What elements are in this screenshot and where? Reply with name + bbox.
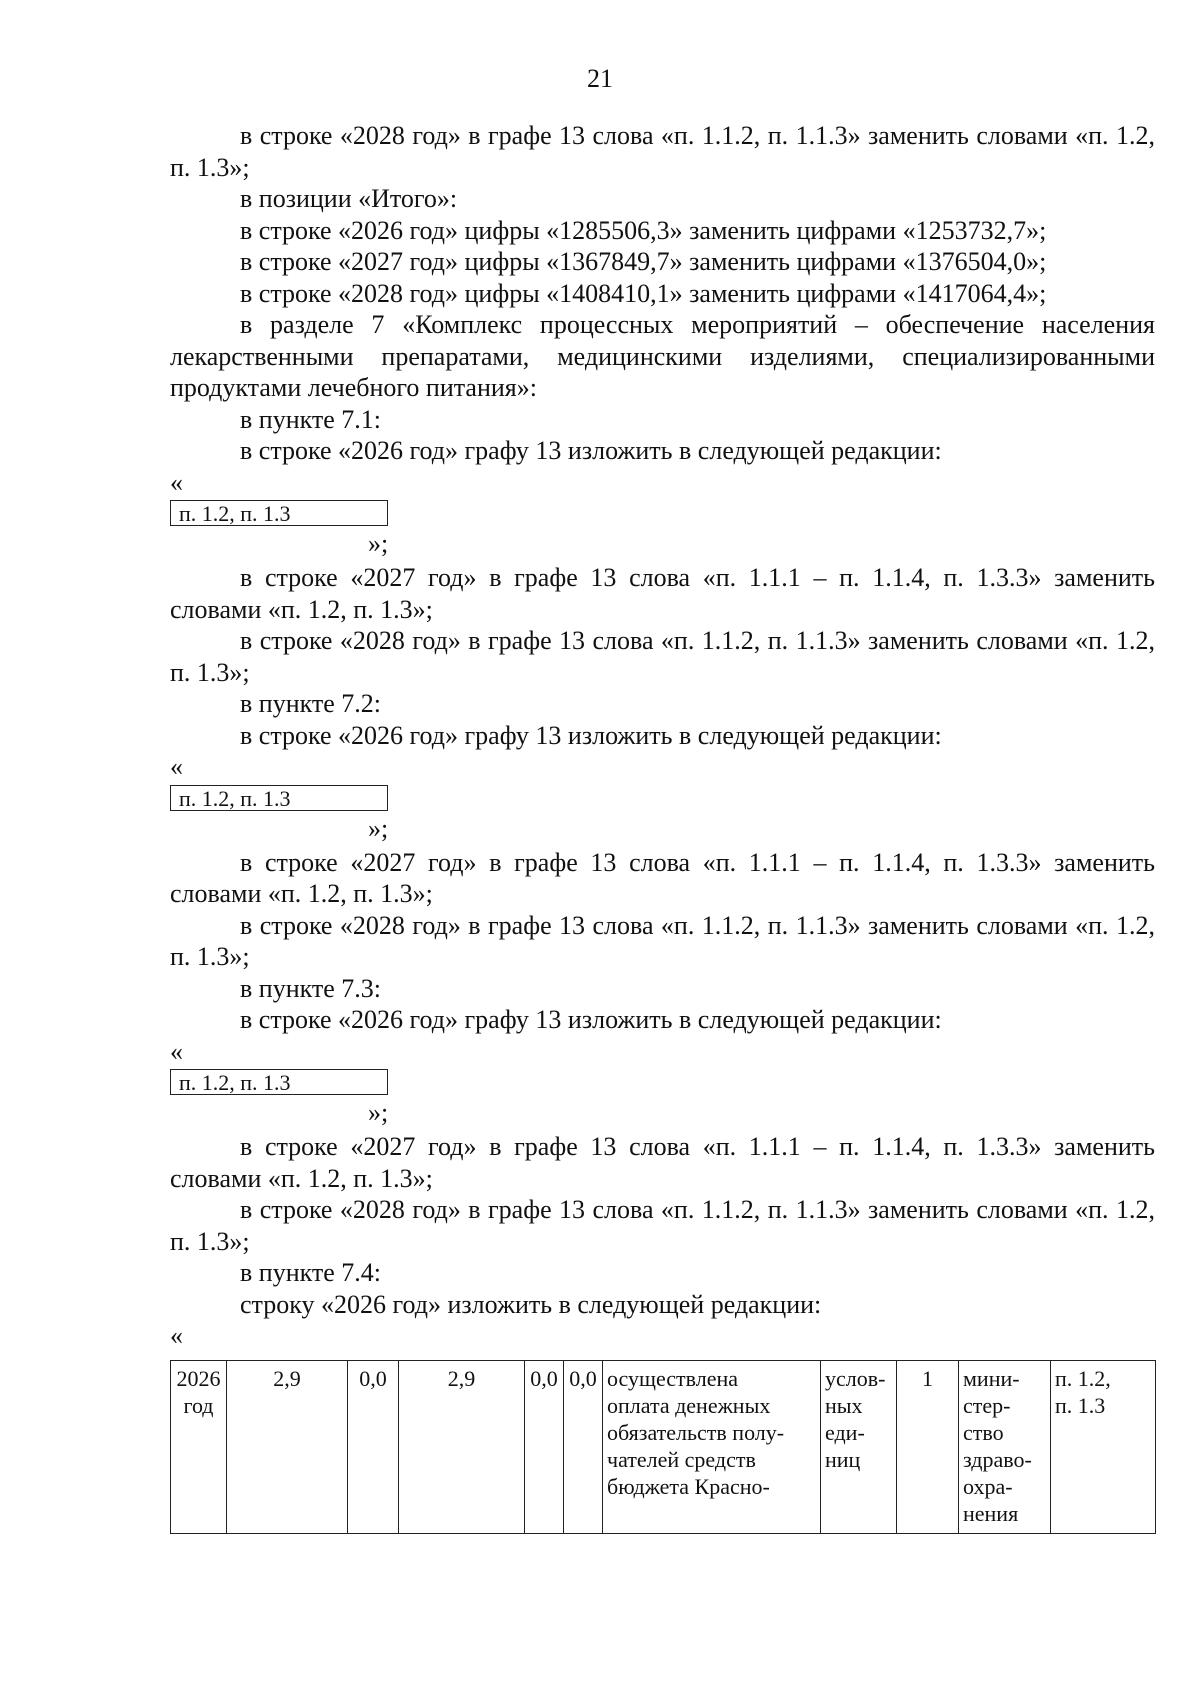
paragraph: в пункте 7.1: bbox=[240, 404, 382, 434]
paragraph: в позиции «Итого»: bbox=[240, 184, 458, 213]
cell-responsible: мини- стер- ство здраво- охра- нения bbox=[959, 1360, 1051, 1533]
paragraph: в пункте 7.3: bbox=[240, 973, 382, 1003]
document-body bbox=[170, 120, 1155, 1534]
paragraph: в пункте 7.2: bbox=[240, 689, 382, 718]
paragraph: в строке «2026 год» цифры «1285506,3» заменить цифрами «1253732,7»; bbox=[240, 215, 1047, 245]
cell-value-1: 2,9 bbox=[227, 1360, 348, 1533]
replacement-cell: п. 1.2, п. 1.3 bbox=[170, 785, 388, 811]
cell-year: 2026 год bbox=[171, 1360, 227, 1533]
cell-unit: услов- ных еди- ниц bbox=[821, 1360, 897, 1533]
paragraph: в строке «2027 год» цифры «1367849,7» заменить цифрами «1376504,0»; bbox=[240, 247, 1047, 276]
paragraph: в строке «2027 год» в графе 13 слова «п. 1.1.1 – п. 1.1.4, п. 1.3.3» заменить словами «п. 1.2, п. 1.3»; bbox=[170, 1132, 1155, 1193]
paragraph: в строке «2026 год» графу 13 изложить в следующей редакции: bbox=[240, 436, 942, 465]
quote-open: « bbox=[170, 467, 183, 497]
cell-value-2: 0,0 bbox=[348, 1360, 399, 1533]
paragraph: в строке «2028 год» в графе 13 слова «п. 1.1.2, п. 1.1.3» заменить словами «п. 1.2, п. 1.3»; bbox=[170, 121, 1155, 182]
replacement-cell: п. 1.2, п. 1.3 bbox=[170, 1069, 388, 1095]
paragraph: в строке «2028 год» в графе 13 слова «п. 1.1.2, п. 1.1.3» заменить словами «п. 1.2, п. 1.3»; bbox=[170, 1195, 1155, 1256]
cell-value-3: 2,9 bbox=[399, 1360, 525, 1533]
quote-close: »; bbox=[368, 1098, 389, 1127]
paragraph: в строке «2028 год» в графе 13 слова «п. 1.1.2, п. 1.1.3» заменить словами «п. 1.2, п. 1.3»; bbox=[170, 910, 1155, 971]
quote-open: « bbox=[170, 752, 183, 781]
paragraph: в пункте 7.4: bbox=[240, 1258, 382, 1287]
quote-open: « bbox=[170, 1036, 183, 1066]
quote-close: »; bbox=[368, 529, 389, 558]
cell-value-4: 0,0 bbox=[525, 1360, 564, 1533]
paragraph: в строке «2028 год» в графе 13 слова «п. 1.1.2, п. 1.1.3» заменить словами «п. 1.2, п. 1.3»; bbox=[170, 626, 1155, 687]
paragraph: в строке «2027 год» в графе 13 слова «п. 1.1.1 – п. 1.1.4, п. 1.3.3» заменить словами «п. 1.2, п. 1.3»; bbox=[170, 563, 1155, 624]
table-row bbox=[171, 1360, 1156, 1533]
quote-open: « bbox=[170, 1321, 183, 1350]
replacement-cell: п. 1.2, п. 1.3 bbox=[170, 500, 388, 526]
paragraph: в разделе 7 «Комплекс процессных мероприятий – обеспечение населения лекарственными препаратами, медицинскими изделиями, специализированными продуктами лечебного питания»: bbox=[170, 310, 1155, 402]
cell-indicator: 1 bbox=[897, 1360, 959, 1533]
paragraph: в строке «2027 год» в графе 13 слова «п. 1.1.1 – п. 1.1.4, п. 1.3.3» заменить словами «п. 1.2, п. 1.3»; bbox=[170, 847, 1155, 908]
cell-result: осуществлена оплата денежных обязательств полу- чателей средств бюджета Красно- bbox=[603, 1360, 821, 1533]
paragraph: в строке «2028 год» цифры «1408410,1» заменить цифрами «1417064,4»; bbox=[240, 278, 1047, 308]
paragraph: в строке «2026 год» графу 13 изложить в следующей редакции: bbox=[240, 720, 942, 750]
replacement-row-table bbox=[170, 1360, 1156, 1534]
quote-close: »; bbox=[368, 813, 389, 843]
paragraph: строку «2026 год» изложить в следующей редакции: bbox=[240, 1289, 822, 1319]
paragraph: в строке «2026 год» графу 13 изложить в следующей редакции: bbox=[240, 1005, 942, 1034]
cell-value-5: 0,0 bbox=[564, 1360, 603, 1533]
page-number: 21 bbox=[587, 64, 613, 93]
cell-links: п. 1.2, п. 1.3 bbox=[1051, 1360, 1156, 1533]
